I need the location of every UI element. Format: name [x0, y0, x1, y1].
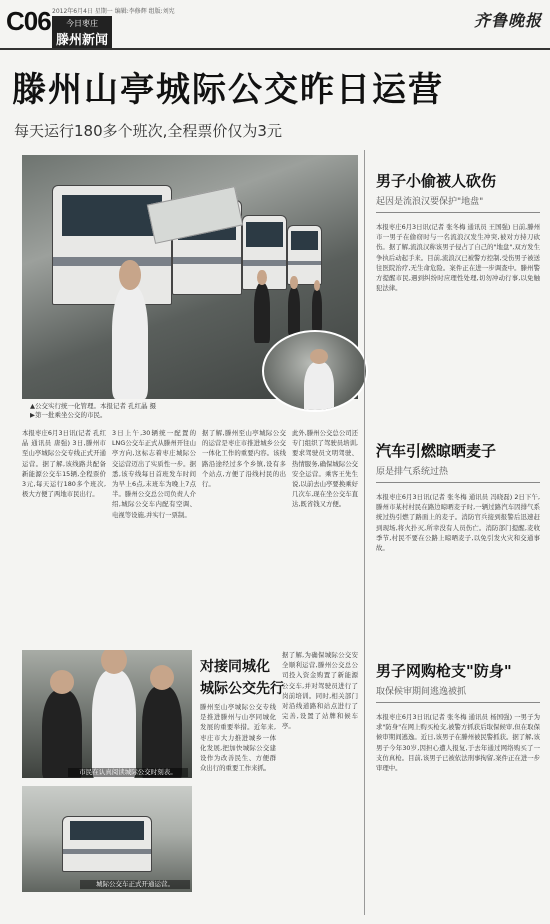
person-figure [142, 686, 182, 778]
lead-headline: 滕州山亭城际公交昨日运营 [12, 70, 444, 110]
story3-rule [376, 702, 540, 703]
lead-body-col-3: 据了解,滕州至山亭城际公交的运营是枣庄市推进城乡公交一体化工作的重要内容。该线路沿途经过多个乡镇,设有多个站点,方便了沿线村民的出行。 [202, 429, 286, 489]
story2-body: 本报枣庄6月3日讯(记者 张冬梅 通讯员 冯晓磊) 2日下午,滕州市某村村民在路边晾晒麦子时,一辆过路汽车因排气系统过热引燃了路面上的麦子。消防官兵接到报警后迅速赶到现场,将火扑灭,所幸没有人员伤亡。消防部门提醒,麦收季节,村民不要在公路上晾晒麦子,以免引发火灾和交通事故。 [376, 493, 540, 553]
page-number: C06 [6, 6, 51, 36]
feature-photo-bus [22, 786, 192, 892]
date-line: 2012年6月4日 星期一 编辑:李修辉 组版:刘宪 [52, 8, 175, 15]
lead-body-col-2: 3日上午,30辆统一配置的LNG公交车正式从滕州开往山亭方向,这标志着枣庄城际公交运营迈出了实质性一步。据悉,该专线每日首班发车时间为早上6点,末班车为晚上7点半。滕州公交总公司负责人介绍,城际公交车内配有空调、电视等设施,并实行一票制。 [112, 429, 196, 519]
section-badge [52, 16, 112, 48]
feature-title-line2: 城际公交先行 [200, 681, 284, 697]
story2-deck: 原是排气系统过热 [376, 467, 449, 477]
story3-body: 本报枣庄6月3日讯(记者 张冬梅 通讯员 杨国强) 一男子为求"防身"在网上购买枪支,被警方抓获后取保候审,但在取保候审期间逃逸。近日,该男子在滕州被民警抓获。据了解,该男子今年30岁,因担心遭人报复,于去年通过网络购买了一支仿真枪。目前,该男子已被依法刑事拘留,案件正在进一步审理中。 [376, 713, 540, 773]
lead-photo-caption: ▲公交实行统一化管理。本报记者 孔红晶 摄 ▶第一批乘坐公交的市民。 [30, 402, 157, 419]
feature-photo2-caption: 城际公交车正式开通运营。 [80, 880, 190, 889]
person-figure [92, 670, 136, 778]
person-figure [254, 283, 270, 343]
story1-title: 男子小偷被人砍伤 [376, 172, 497, 190]
masthead [0, 0, 550, 50]
story3-title: 男子网购枪支"防身" [376, 662, 512, 680]
story1-body: 本报枣庄6月3日讯(记者 张冬梅 通讯员 王国强) 日前,滕州市一男子在偷窃时与一名流浪汉发生冲突,被对方持刀砍伤。据了解,流浪汉称该男子侵占了自己的"地盘",双方发生争执后动起手来。目前,流浪汉已被警方控制,受伤男子被送往医院治疗,无生命危险。案件正在进一步调查中。滕州警方提醒市民,遇到纠纷时应理性处理,切勿冲动行事,以免触犯法律。 [376, 223, 540, 293]
person-figure [312, 289, 322, 331]
lead-body-col-4: 此外,滕州公交总公司还专门组织了驾驶员培训,要求驾驶员文明驾驶、热情服务,确保城际公交安全运营。乘客王先生说,以前去山亭要换乘好几次车,现在坐公交车直达,既省钱又方便。 [292, 429, 358, 509]
story2-title: 汽车引燃晾晒麦子 [376, 442, 497, 460]
column-divider [364, 150, 365, 915]
person-figure [112, 285, 148, 399]
feature-title-line1: 对接同城化 [200, 659, 270, 675]
feature-body-col-1: 滕州至山亭城际公交专线是推进滕州与山亭同城化发展的重要举措。近年来,枣庄市大力推进城乡一体化发展,把加快城际公交建设作为改善民生、方便群众出行的重要工作来抓。 [200, 703, 276, 773]
lead-subhead: 每天运行180多个班次,全程票价仅为3元 [14, 122, 282, 140]
feature-photo1-caption: 市民在认真阅读城际公交时刻表。 [68, 768, 188, 777]
person-figure [304, 362, 334, 412]
story3-deck: 取保候审期间逃逸被抓 [376, 687, 467, 697]
section-top-label: 今日枣庄 [66, 19, 98, 28]
lead-body-col-1: 本报枣庄6月3日讯(记者 孔红晶 通讯员 唐强) 3日,滕州市至山亭城际公交专线正式开通运营。据了解,该线路共配备新能源公交车15辆,全程票价3元,每天运行180多个班次,极大方便了两地市民出行。 [22, 429, 106, 499]
feature-body-col-2: 据了解,为确保城际公交安全顺利运营,滕州公交总公司投入资金购置了新能源公交车,并对驾驶员进行了岗前培训。同时,相关部门对沿线道路和站点进行了完善,设置了站牌和候车亭。 [282, 651, 358, 731]
story1-rule [376, 212, 540, 213]
newspaper-logo: 齐鲁晚报 [473, 11, 542, 30]
person-figure [42, 690, 82, 778]
bus-shape [62, 816, 152, 872]
person-figure [288, 287, 300, 335]
inset-photo [262, 330, 368, 412]
story1-deck: 起因是流浪汉要保护"地盘" [376, 197, 484, 207]
section-main-label: 滕州新闻 [55, 33, 108, 48]
feature-photo-citizens [22, 650, 192, 778]
story2-rule [376, 482, 540, 483]
